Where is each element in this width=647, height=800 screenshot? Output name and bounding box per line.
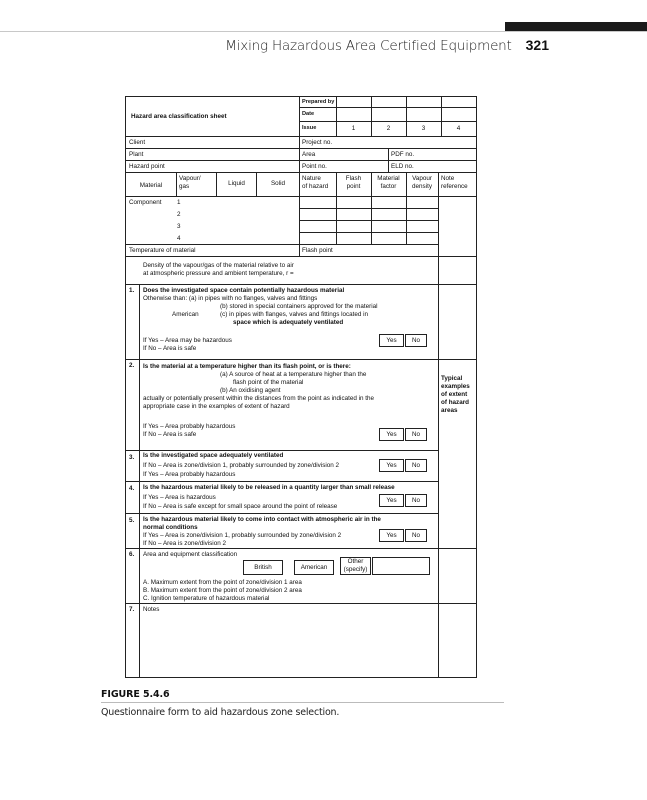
col-liquid: Liquid — [228, 180, 245, 187]
client-label: Client — [129, 139, 146, 146]
q1-if-no: If No – Area is safe — [143, 345, 197, 352]
q5-text: If Yes – Area is zone/division 1, probably surrounded by zone/division 2 — [143, 532, 342, 539]
q2-if-no: If No – Area is safe — [143, 431, 197, 438]
col-flash: Flash — [345, 175, 362, 182]
col-flash: point — [346, 183, 361, 190]
q1-if-yes: If Yes – Area may be hazardous — [143, 337, 232, 344]
q6-item: A. Maximum extent from the point of zone/division 1 area — [143, 579, 302, 586]
divider — [125, 136, 477, 137]
q5-text: If No – Area is zone/division 2 — [143, 540, 226, 547]
density-text: Density of the vapour/gas of the material relative to air — [143, 262, 294, 269]
q4-yes-box[interactable]: Yes — [379, 494, 404, 507]
project-no-label: Project no. — [302, 139, 333, 146]
running-title: Mixing Hazardous Area Certified Equipment — [225, 38, 512, 54]
component-number: 1 — [177, 199, 181, 206]
q3-no-box[interactable]: No — [405, 459, 427, 472]
q2-no-box[interactable]: No — [405, 428, 427, 441]
component-number: 3 — [177, 223, 181, 230]
divider — [125, 284, 477, 285]
other-label: (specify) — [343, 566, 368, 573]
divider — [299, 208, 438, 209]
q4-text: If Yes – Area is hazardous — [143, 494, 216, 501]
figure-caption: Questionnaire form to aid hazardous zone selection. — [101, 707, 340, 718]
prepared-by-label: Prepared by — [302, 99, 335, 105]
divider — [299, 107, 477, 108]
q1-no-box[interactable]: No — [405, 334, 427, 347]
q7-title: Notes — [143, 606, 160, 613]
q2-text: flash point of the material — [233, 379, 304, 386]
issue-label: Issue — [302, 125, 317, 131]
q4-no-box[interactable]: No — [405, 494, 427, 507]
q7-number: 7. — [129, 606, 135, 613]
divider — [125, 244, 299, 245]
component-label: Component — [129, 199, 162, 206]
q3-text: Is the investigated space adequately ventilated — [143, 452, 284, 459]
divider — [388, 148, 389, 172]
divider — [299, 220, 438, 221]
divider — [125, 513, 438, 514]
divider — [125, 481, 438, 482]
american-box[interactable]: American — [294, 560, 334, 575]
q1-text: Otherwise than: (a) in pipes with no flanges, valves and fittings — [143, 295, 318, 302]
q2-text: (b) An oxidising agent — [220, 387, 281, 394]
pdf-no-label: PDF no. — [391, 151, 415, 158]
eld-no-label: ELD no. — [391, 163, 414, 170]
q4-number: 4. — [129, 485, 135, 492]
q2-text: appropriate case in the examples of extent of hazard — [143, 403, 290, 410]
plant-label: Plant — [129, 151, 144, 158]
q4-text: If No – Area is safe except for small space around the point of release — [143, 503, 338, 510]
component-number: 2 — [177, 211, 181, 218]
divider — [299, 232, 438, 233]
flash-point-label: Flash point — [302, 247, 333, 254]
divider — [125, 196, 477, 197]
q2-note: of extent — [441, 391, 468, 398]
q1-text: (c) in pipes with flanges, valves and fittings located in — [220, 311, 369, 318]
divider — [299, 136, 300, 172]
q4-text: Is the hazardous material likely to be released in a quantity larger than small release — [143, 484, 395, 491]
figure-label: FIGURE 5.4.6 — [101, 689, 170, 700]
divider — [125, 172, 477, 173]
divider — [125, 603, 477, 604]
q2-note: of hazard — [441, 399, 469, 406]
col-note: Note — [441, 175, 455, 182]
q3-text: If Yes – Area probably hazardous — [143, 471, 236, 478]
divider — [125, 450, 438, 451]
col-solid: Solid — [270, 180, 285, 187]
col-nature: Nature — [302, 175, 321, 182]
q1-text: Does the investigated space contain potentially hazardous material — [143, 287, 345, 294]
divider — [438, 256, 439, 677]
q2-yes-box[interactable]: Yes — [379, 428, 404, 441]
q1-text: space which is adequately ventilated — [233, 319, 344, 326]
form-border-top — [125, 96, 477, 97]
col-material-factor: factor — [380, 183, 397, 190]
area-label: Area — [302, 151, 316, 158]
col-nature: of hazard — [302, 183, 329, 190]
q2-note: Typical — [441, 375, 463, 382]
form-border-bottom — [125, 677, 477, 678]
q2-note: areas — [441, 407, 458, 414]
density-text: at atmospheric pressure and ambient temperature, r = — [143, 270, 294, 277]
q6-item: C. Ignition temperature of hazardous material — [143, 595, 270, 602]
figure-rule — [101, 702, 504, 703]
col-vapour-gas: Vapour/ — [179, 175, 201, 182]
col-vapour-density: Vapour — [412, 175, 432, 182]
divider — [299, 96, 300, 136]
q2-text: (a) A source of heat at a temperature higher than the — [220, 371, 367, 378]
component-number: 4 — [177, 235, 181, 242]
form-border-right — [476, 96, 477, 678]
q5-number: 5. — [129, 517, 135, 524]
date-label: Date — [302, 111, 315, 117]
q6-number: 6. — [129, 551, 135, 558]
q2-if-yes: If Yes – Area probably hazardous — [143, 423, 236, 430]
issue-number: 3 — [421, 125, 426, 132]
q3-number: 3. — [129, 454, 135, 461]
british-box[interactable]: British — [243, 560, 283, 575]
divider — [176, 172, 177, 196]
q6-title: Area and equipment classification — [143, 551, 238, 558]
q1-number: 1. — [129, 287, 135, 294]
col-material: Material — [139, 182, 163, 189]
hazard-point-label: Hazard point — [129, 163, 165, 170]
other-value-box[interactable] — [372, 557, 430, 575]
issue-number: 4 — [456, 125, 461, 132]
divider — [299, 244, 438, 245]
q6-item: B. Maximum extent from the point of zone/division 2 area — [143, 587, 302, 594]
divider — [438, 172, 439, 256]
divider — [125, 160, 477, 161]
q5-text: normal conditions — [143, 524, 198, 531]
col-note: reference — [441, 183, 468, 190]
other-label: Other — [347, 558, 364, 565]
issue-number: 2 — [386, 125, 391, 132]
q1-text: (b) stored in special containers approved for the material — [220, 303, 378, 310]
q2-text: actually or potentially present within the distances from the point as indicated in the — [143, 395, 375, 402]
q1-yes-box[interactable]: Yes — [379, 334, 404, 347]
sheet-title: Hazard area classification sheet — [131, 113, 227, 120]
q5-text: Is the hazardous material likely to come into contact with atmospheric air in the — [143, 516, 381, 523]
page-number: 321 — [525, 37, 549, 53]
q1-american: American — [172, 311, 199, 318]
divider — [125, 359, 477, 360]
divider — [299, 121, 477, 122]
q2-text: Is the material at a temperature higher than its flash point, or is there: — [143, 363, 351, 370]
q2-number: 2. — [129, 362, 135, 369]
q5-no-box[interactable]: No — [405, 529, 427, 542]
divider — [125, 232, 126, 233]
divider — [125, 148, 477, 149]
temperature-label: Temperature of material — [129, 247, 196, 254]
col-vapour-density: density — [412, 183, 432, 190]
divider — [125, 548, 477, 549]
q3-text: If No – Area is zone/division 1, probably surrounded by zone/division 2 — [143, 462, 340, 469]
col-vapour-gas: gas — [179, 183, 190, 190]
q2-note: examples — [441, 383, 470, 390]
q5-yes-box[interactable]: Yes — [379, 529, 404, 542]
q3-yes-box[interactable]: Yes — [379, 459, 404, 472]
issue-number: 1 — [351, 125, 356, 132]
divider — [125, 256, 477, 257]
col-material-factor: Material — [377, 175, 400, 182]
point-no-label: Point no. — [302, 163, 327, 170]
